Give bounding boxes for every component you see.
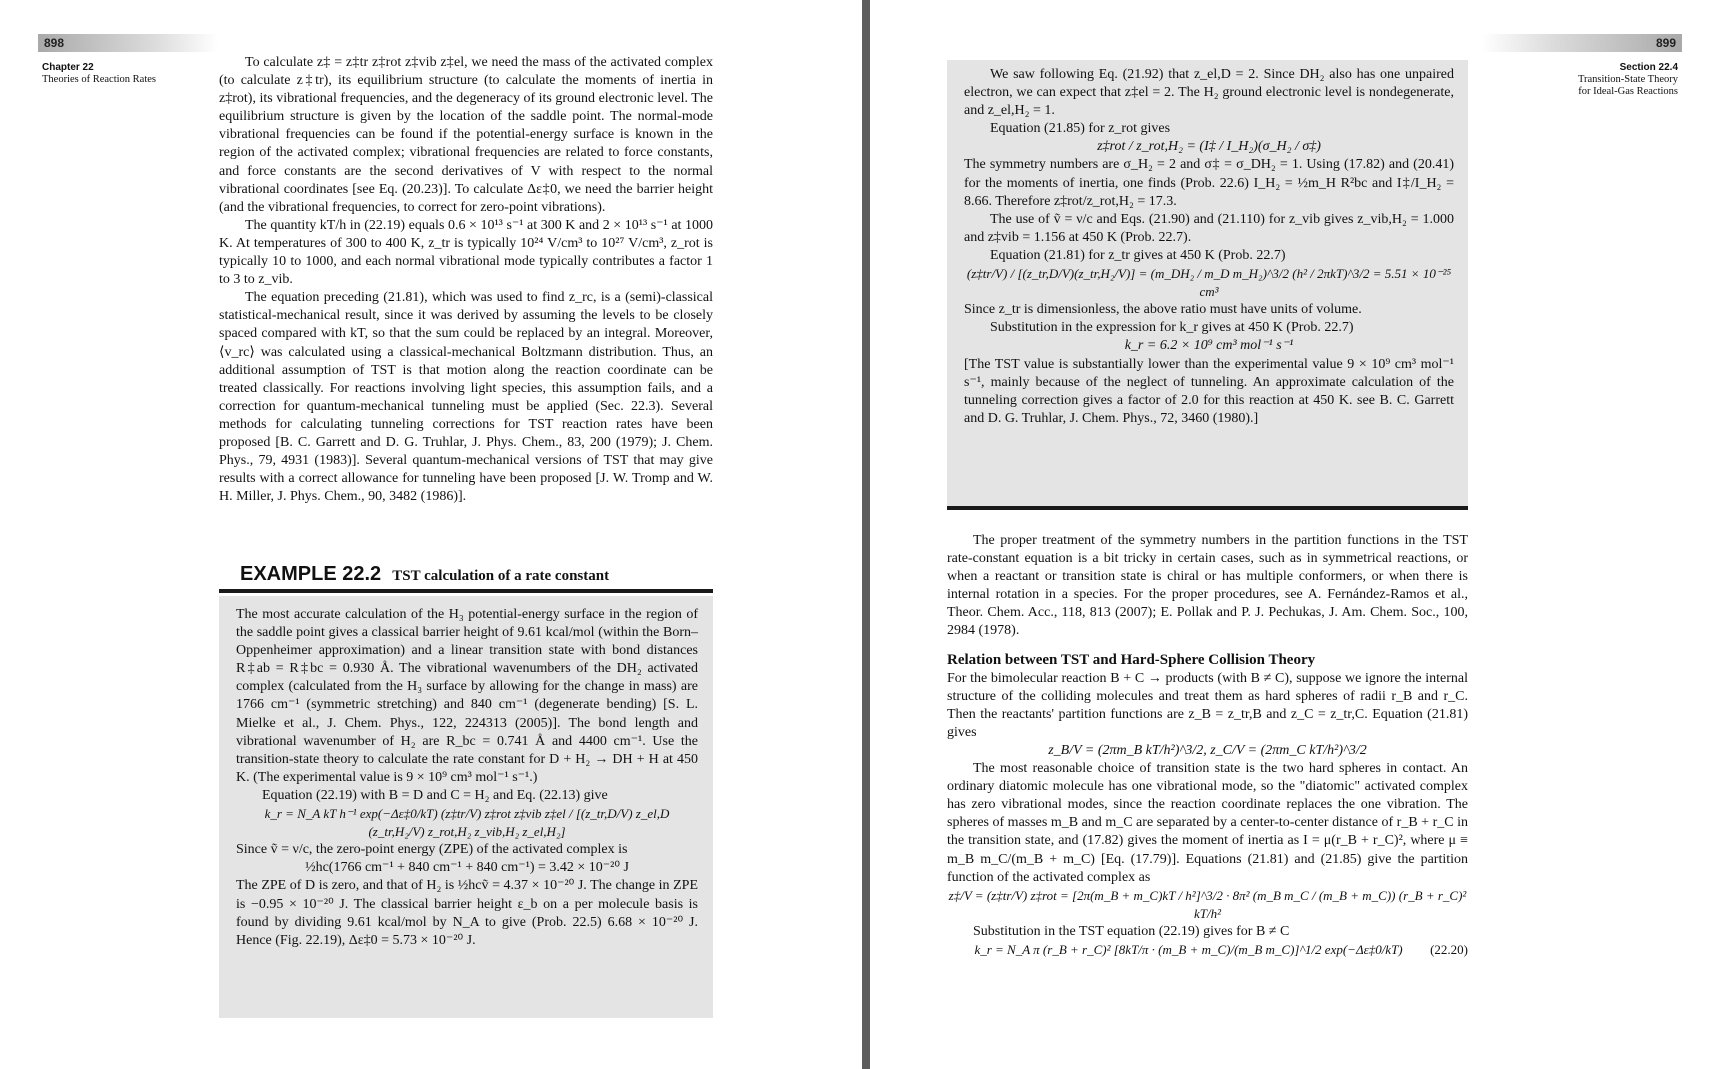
equation: z‡/V = (z‡tr/V) z‡rot = [2π(m_B + m_C)kT / h²]^3/2 · 8π² (m_B m_C / (m_B + m_C)) (r_B + r_C)² kT/h² <box>948 887 1467 921</box>
chapter-title: Theories of Reaction Rates <box>42 74 157 85</box>
paragraph: For the bimolecular reaction B + C → products (with B ≠ C), suppose we ignore the internal structure of the colliding molecules and treat them as hard spheres of radii r_B and r_C. Then the reactants' partition functions are z_B = z_tr,B and z_C = z_tr,C. Equation (21.81) gives <box>947 670 1468 740</box>
box-paragraph: Equation (21.85) for z_rot gives <box>990 121 1171 137</box>
section-title-line1: Transition-State Theory <box>1577 74 1678 85</box>
section-label: Section 22.4 <box>1619 62 1678 73</box>
example-paragraph: Equation (22.19) with B = D and C = H₂ and Eq. (22.13) give <box>262 787 608 803</box>
equation: k_r = 6.2 × 10⁹ cm³ mol⁻¹ s⁻¹ <box>1124 338 1294 354</box>
box-paragraph: The use of ṽ = ν/c and Eqs. (21.90) and (21.110) for z_vib gives z_vib,H₂ = 1.000 and z‡vib = 1.156 at 450 K (Prob. 22.7). <box>964 211 1454 245</box>
equation-22-20 <box>947 941 1468 959</box>
box-paragraph: The symmetry numbers are σ_H₂ = 2 and σ‡ = σ_DH₂ = 1. Using (17.82) and (20.41) for the moments of inertia, one finds (Prob. 22.6) I_H₂ = ½m_H R²bc and I‡/I_H₂ = 8.66. Therefore z‡rot/z_rot,H₂ = 17.3. <box>964 157 1454 209</box>
example-rule <box>219 589 713 593</box>
equation-number: (22.20) <box>1430 941 1468 957</box>
right-body-text <box>947 532 1468 959</box>
equation: (z‡tr/V) / [(z_tr,D/V)(z_tr,H₂/V)] = (m_DH₂ / m_D m_H₂)^3/2 (h² / 2πkT)^3/2 = 5.51 × 10⁻²⁵ cm³ <box>966 266 1452 300</box>
example-paragraph: The most accurate calculation of the H₃ potential-energy surface in the region of the saddle point gives a classical barrier height of 9.61 kcal/mol (within the Born–Oppenheimer approximation) and a linear transition state with bond distances R‡ab = R‡bc = 0.930 Å. The vibrational wavenumbers of the DH₂ activated complex (calculated from the H₃ surface by allowing for the change in mass) are 1766 cm⁻¹ (symmetric stretching) and 840 cm⁻¹ (degenerate bending) [S. L. Mielke et al., J. Chem. Phys., 122, 224313 (2005)]. The bond length and vibrational wavenumber of H₂ are R_bc = 0.741 Å and 4400 cm⁻¹. Use the transition-state theory to calculate the rate constant for D + H₂ → DH + H at 450 K. (The experimental value is 9 × 10⁹ cm³ mol⁻¹ s⁻¹.) <box>236 607 698 785</box>
equation: ½hc(1766 cm⁻¹ + 840 cm⁻¹ + 840 cm⁻¹) = 3.42 × 10⁻²⁰ J <box>305 860 629 876</box>
box-paragraph: Since z_tr is dimensionless, the above ratio must have units of volume. <box>964 302 1362 318</box>
paragraph: The most reasonable choice of transition state is the two hard spheres in contact. An ordinary diatomic molecule has one vibrational mode, so the "diatomic" activated complex has zero vibrational modes, since the reaction coordinate replaces the one vibration. The spheres of masses m_B and m_C are separated by a center-to-center distance of r_B + r_C in the transition state, and (17.82) gives the moment of inertia as I = μ(r_B + r_C)², where μ ≡ m_B m_C/(m_B + m_C) [Eq. (17.79)]. Equations (21.81) and (21.85) give the partition function of the activated complex as <box>947 761 1468 885</box>
paragraph: Substitution in the TST equation (22.19) gives for B ≠ C <box>973 923 1290 939</box>
page-number: 898 <box>38 34 218 52</box>
right-page <box>870 0 1720 1069</box>
example-paragraph: The ZPE of D is zero, and that of H₂ is ½hcṽ = 4.37 × 10⁻²⁰ J. The change in ZPE is −0.95 × 10⁻²⁰ J. The classical barrier height ε_b on a per molecule basis is found by dividing 9.61 kcal/mol by N_A to give (Prob. 22.5) 6.68 × 10⁻²⁰ J. Hence (Fig. 22.19), Δε‡0 = 5.73 × 10⁻²⁰ J. <box>236 878 698 948</box>
box-paragraph: We saw following Eq. (21.92) that z_el,D = 2. Since DH₂ also has one unpaired electron, we can expect that z‡el = 2. The H₂ ground electronic level is nondegenerate, and z_el,H₂ = 1. <box>964 67 1454 119</box>
equation: z_B/V = (2πm_B kT/h²)^3/2, z_C/V = (2πm_C kT/h²)^3/2 <box>1048 742 1367 758</box>
left-body-text <box>219 54 713 506</box>
running-header <box>42 62 232 86</box>
example-heading <box>240 562 770 588</box>
box-paragraph: [The TST value is substantially lower than the experimental value 9 × 10⁹ cm³ mol⁻¹ s⁻¹, mainly because of the neglect of tunneling. An approximate calculation of the tunneling correction gives a factor of 2.0 for this reaction at 450 K. see B. C. Garrett and D. G. Truhlar, J. Chem. Phys., 72, 3460 (1980).] <box>964 356 1454 426</box>
equation: z‡rot / z_rot,H₂ = (I‡ / I_H₂)(σ_H₂ / σ‡) <box>1097 139 1321 155</box>
example-title: TST calculation of a rate constant <box>392 568 610 584</box>
box-paragraph: Substitution in the expression for k_r gives at 450 K (Prob. 22.7) <box>990 320 1354 336</box>
chapter-label: Chapter 22 <box>42 62 94 73</box>
page-number: 899 <box>1482 34 1682 52</box>
example-continued-body <box>964 66 1454 428</box>
paragraph: The quantity kT/h in (22.19) equals 0.6 × 10¹³ s⁻¹ at 300 K and 2 × 10¹³ s⁻¹ at 1000 K. At temperatures of 300 to 400 K, z_tr is typically 10²⁴ V/cm³ to 10²⁷ V/cm³, z_rot is typically 10 to 1000, and each normal vibrational mode typically contributes a factor 1 to 3 to z_vib. <box>219 217 713 288</box>
section-title-line2: for Ideal-Gas Reactions <box>1578 86 1678 97</box>
equation: k_r = N_A π (r_B + r_C)² [8kT/π · (m_B + m_C)/(m_B m_C)]^1/2 exp(−Δε‡0/kT) <box>974 941 1403 957</box>
example-end-rule <box>947 506 1468 510</box>
page-gutter <box>862 0 870 1069</box>
paragraph: The proper treatment of the symmetry numbers in the partition functions in the TST rate-constant equation is a bit tricky in certain cases, such as in symmetrical reactions, or when a reactant or transition state is chiral or has multiple conformers, or when there is internal rotation in a species. For the proper procedures, see A. Fernández-Ramos et al., Theor. Chem. Acc., 118, 813 (2007); E. Pollak and P. J. Pechukas, J. Am. Chem. Soc., 100, 2984 (1978). <box>947 533 1468 639</box>
paragraph: The equation preceding (21.81), which was used to find z_rc, is a (semi)-classical statistical-mechanical result, since it was derived by assuming the levels to be closely spaced compared with kT, so that the sum could be replaced by an integral. Moreover, ⟨v_rc⟩ was calculated using a classical-mechanical Boltzmann distribution. Thus, an additional assumption of TST is that motion along the reaction coordinate can be treated classically. For reactions involving light species, this assumption fails, and a correction for quantum-mechanical tunneling must be applied (Sec. 22.3). Several methods for calculating tunneling corrections for TST reaction rates have been proposed [B. C. Garrett and D. G. Truhlar, J. Phys. Chem., 83, 200 (1979); J. Chem. Phys., 79, 4931 (1983)]. Several quantum-mechanical versions of TST that may give results with a correct allowance for tunneling have been proposed [J. W. Tromp and W. H. Miller, J. Phys. Chem., 90, 3482 (1986)]. <box>219 290 713 505</box>
example-paragraph: Since ṽ = ν/c, the zero-point energy (ZPE) of the activated complex is <box>236 842 628 858</box>
example-body <box>236 606 698 950</box>
section-heading: Relation between TST and Hard-Sphere Collision Theory <box>947 651 1316 668</box>
box-paragraph: Equation (21.81) for z_tr gives at 450 K (Prob. 22.7) <box>990 247 1286 263</box>
example-label: EXAMPLE 22.2 <box>240 563 382 585</box>
paragraph: To calculate z‡ = z‡tr z‡rot z‡vib z‡el, we need the mass of the activated complex (to calculate z‡tr), its equilibrium structure (to calculate the moments of inertia in z‡rot), its vibrational frequencies, and the degeneracy of its ground electronic level. The equilibrium structure is given by the location of the saddle point. The normal-mode vibrational frequencies can be found if the potential-energy surface is known in the region of the activated complex; vibrational frequencies are related to force constants, and force constants are the second derivatives of V with respect to the normal vibrational coordinates [see Eq. (20.23)]. To calculate Δε‡0, we need the barrier height (and the vibrational frequencies, to correct for zero-point vibrations). <box>219 55 713 215</box>
running-header <box>1488 62 1678 98</box>
equation: k_r = N_A kT h⁻¹ exp(−Δε‡0/kT) (z‡tr/V) z‡rot z‡vib z‡el / [(z_tr,D/V) z_el,D (z_tr,H₂/V) z_rot,H₂ z_vib,H₂ z_el,H₂] <box>264 806 670 840</box>
